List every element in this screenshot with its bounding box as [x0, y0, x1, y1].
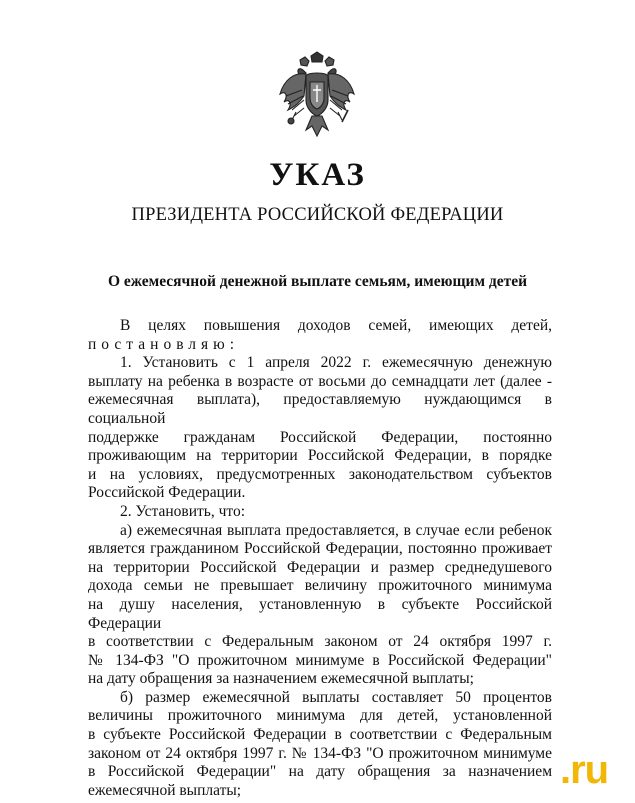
- document-title: УКАЗ: [269, 157, 366, 193]
- text-line: величины прожиточного минимума для детей, установленной: [88, 707, 552, 725]
- text-line: на территории Российской Федерации и размер среднедушевого: [88, 558, 552, 576]
- text-line: выплату на ребенка в возрасте от восьми до семнадцати лет (далее -: [88, 372, 552, 390]
- text-line: в Российской Федерации" на дату обращения за назначением: [88, 763, 552, 781]
- text-line: 2. Установить, что:: [120, 502, 246, 520]
- text-line: поддержке гражданам Российской Федерации, постоянно: [88, 428, 552, 446]
- text-line: законом от 24 октября 1997 г. № 134-ФЗ "О прожиточном минимуме: [88, 744, 552, 762]
- text-line: в субъекте Российской Федерации в соответствии с Федеральным: [88, 726, 552, 744]
- text-line: 1. Установить с 1 апреля 2022 г. ежемесячную денежную: [120, 354, 552, 372]
- text-line: является гражданином Российской Федерации, постоянно проживает: [88, 540, 552, 558]
- preamble-line: В целях повышения доходов семей, имеющих детей,: [120, 317, 552, 334]
- text-line: и на условиях, предусмотренных законодательством субъектов: [88, 465, 552, 483]
- text-line: в соответствии с Федеральным законом от 24 октября 1997 г.: [88, 633, 552, 651]
- text-line: на душу населения, установленную в субъекте Российской Федерации: [88, 595, 552, 632]
- text-line: а) ежемесячная выплата предоставляется, в случае если ребенок: [120, 521, 552, 539]
- text-line: дохода семьи не превышает величину прожиточного минимума: [88, 577, 552, 595]
- text-line: на дату обращения за назначением ежемесячной выплаты;: [88, 670, 474, 688]
- text-line: б) размер ежемесячной выплаты составляет 50 процентов: [120, 688, 552, 706]
- site-watermark: .ru: [560, 748, 609, 792]
- text-line: проживающим на территории Российской Федерации, в порядке: [88, 447, 552, 465]
- text-line: ежемесячная выплата), предоставляемую нуждающимся в социальной: [88, 391, 552, 427]
- decree-heading: О ежемесячной денежной выплате семьям, имеющим детей: [107, 273, 528, 290]
- document-subtitle: ПРЕЗИДЕНТА РОССИЙСКОЙ ФЕДЕРАЦИИ: [131, 205, 504, 225]
- decree-word: постановляю:: [88, 335, 240, 353]
- text-line: Российской Федерации.: [88, 484, 246, 502]
- text-line: № 134-ФЗ "О прожиточном минимуме в Российской Федерации": [88, 651, 552, 669]
- decree-body: [88, 317, 552, 800]
- coat-of-arms-icon: [276, 50, 358, 140]
- text-line: ежемесячной выплаты;: [88, 781, 242, 799]
